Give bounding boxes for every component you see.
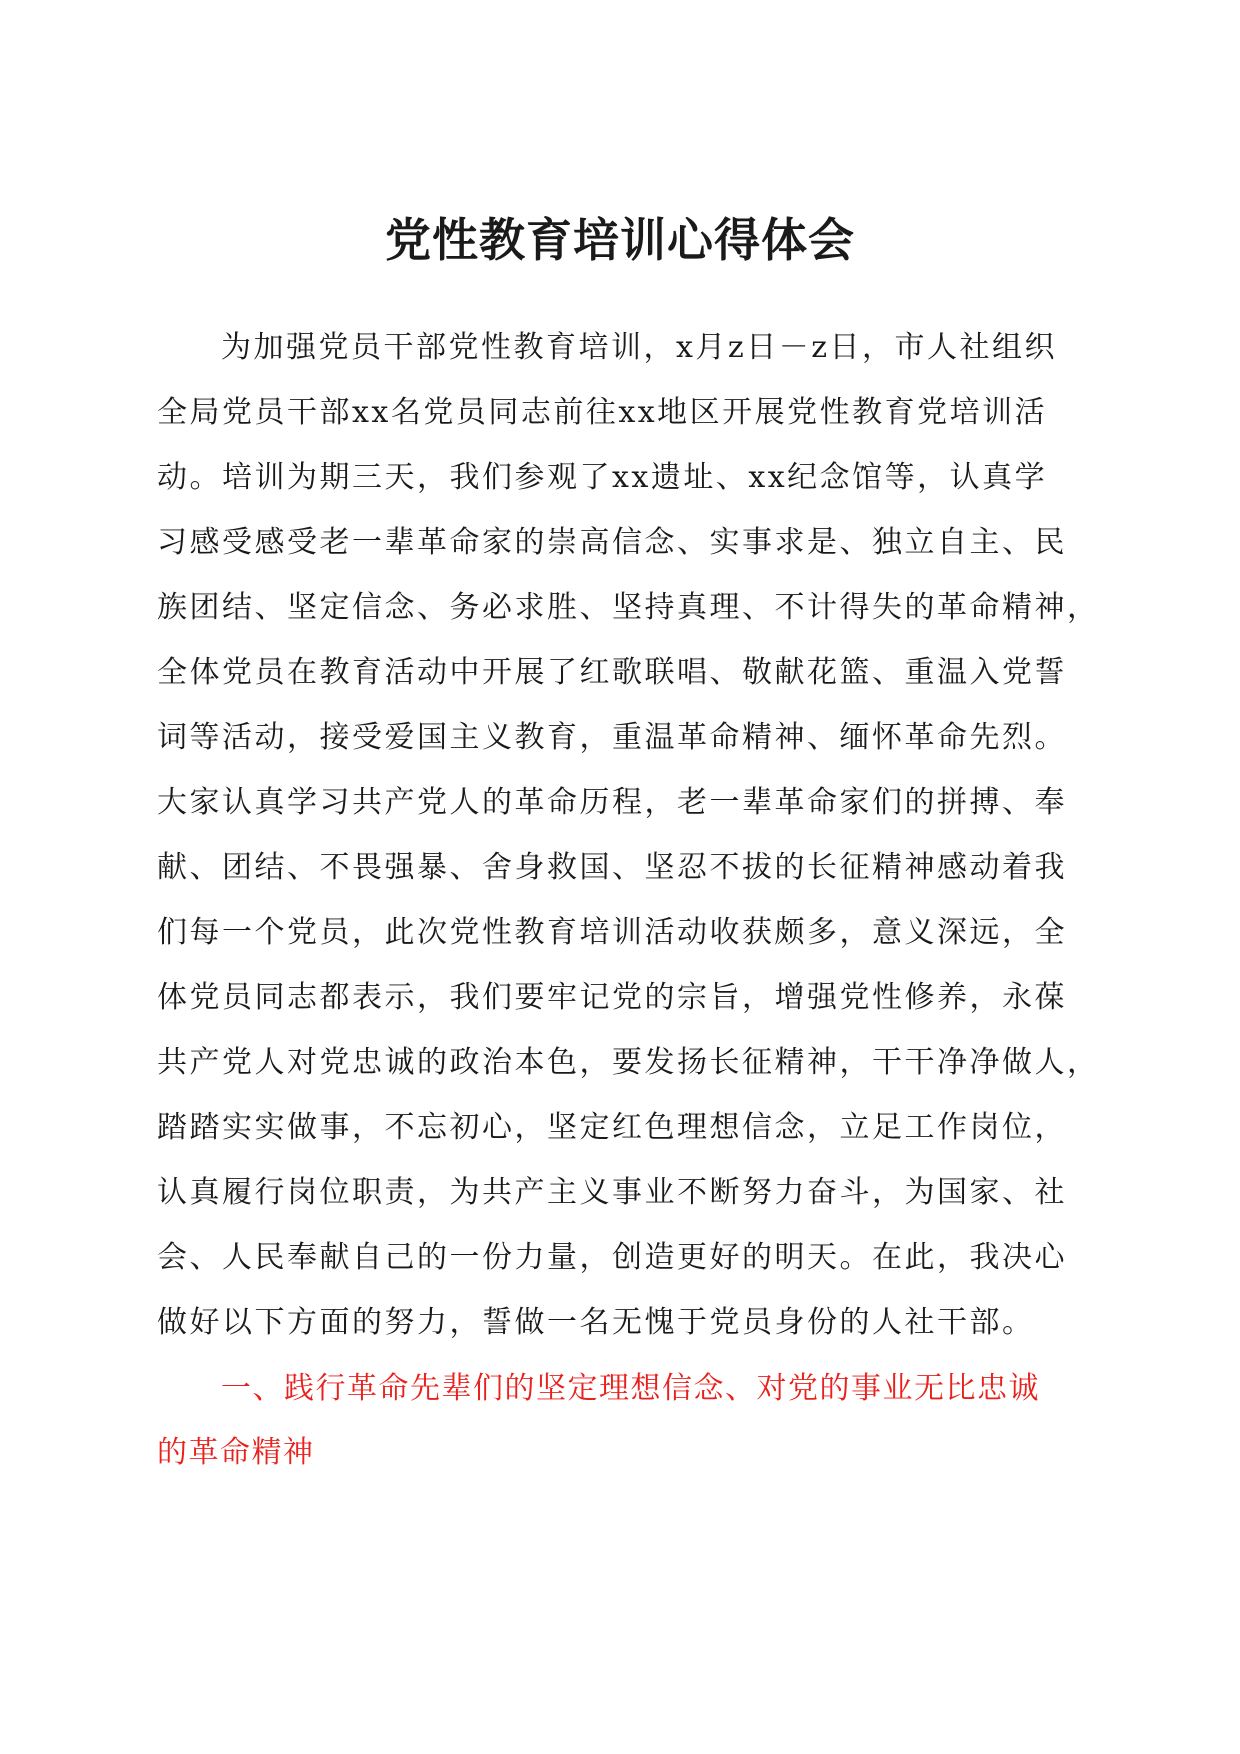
section-heading-line: 的革命精神 bbox=[157, 1435, 315, 1470]
paragraph-line: 献、团结、不畏强暴、舍身救国、坚忍不拔的长征精神感动着我 bbox=[157, 850, 1067, 885]
paragraph-line: 全体党员在教育活动中开展了红歌联唱、敬献花篮、重温入党誓 bbox=[157, 655, 1067, 690]
paragraph-line: 会、人民奉献自己的一份力量，创造更好的明天。在此，我决心 bbox=[157, 1240, 1067, 1275]
paragraph-line: 踏踏实实做事，不忘初心，坚定红色理想信念，立足工作岗位， bbox=[157, 1110, 1067, 1145]
paragraph-line: 认真履行岗位职责，为共产主义事业不断努力奋斗，为国家、社 bbox=[157, 1175, 1067, 1210]
paragraph-line: 们每一个党员，此次党性教育培训活动收获颇多，意义深远，全 bbox=[157, 915, 1067, 950]
paragraph-line: 做好以下方面的努力，誓做一名无愧于党员身份的人社干部。 bbox=[157, 1305, 1035, 1340]
paragraph-line: 体党员同志都表示，我们要牢记党的宗旨，增强党性修养，永葆 bbox=[157, 980, 1067, 1015]
paragraph-line: 为加强党员干部党性教育培训，x月z日－z日，市人社组织 bbox=[221, 330, 1058, 365]
body-paragraph bbox=[157, 315, 1100, 1355]
paragraph-line: 动。培训为期三天，我们参观了xx遗址、xx纪念馆等，认真学 bbox=[157, 460, 1048, 495]
document-title: 党性教育培训心得体会 bbox=[385, 213, 855, 267]
paragraph-line: 词等活动，接受爱国主义教育，重温革命精神、缅怀革命先烈。 bbox=[157, 720, 1067, 755]
paragraph-line: 大家认真学习共产党人的革命历程，老一辈革命家们的拼搏、奉 bbox=[157, 785, 1067, 820]
section-heading-line: 一、践行革命先辈们的坚定理想信念、对党的事业无比忠诚 bbox=[221, 1371, 1040, 1406]
paragraph-line: 族团结、坚定信念、务必求胜、坚持真理、不计得失的革命精神， bbox=[157, 590, 1100, 625]
paragraph-line: 全局党员干部xx名党员同志前往xx地区开展党性教育党培训活 bbox=[157, 395, 1048, 430]
paragraph-line: 习感受感受老一辈革命家的崇高信念、实事求是、独立自主、民 bbox=[157, 525, 1067, 560]
paragraph-line: 共产党人对党忠诚的政治本色，要发扬长征精神，干干净净做人， bbox=[157, 1045, 1100, 1080]
section-heading bbox=[157, 1357, 1077, 1485]
